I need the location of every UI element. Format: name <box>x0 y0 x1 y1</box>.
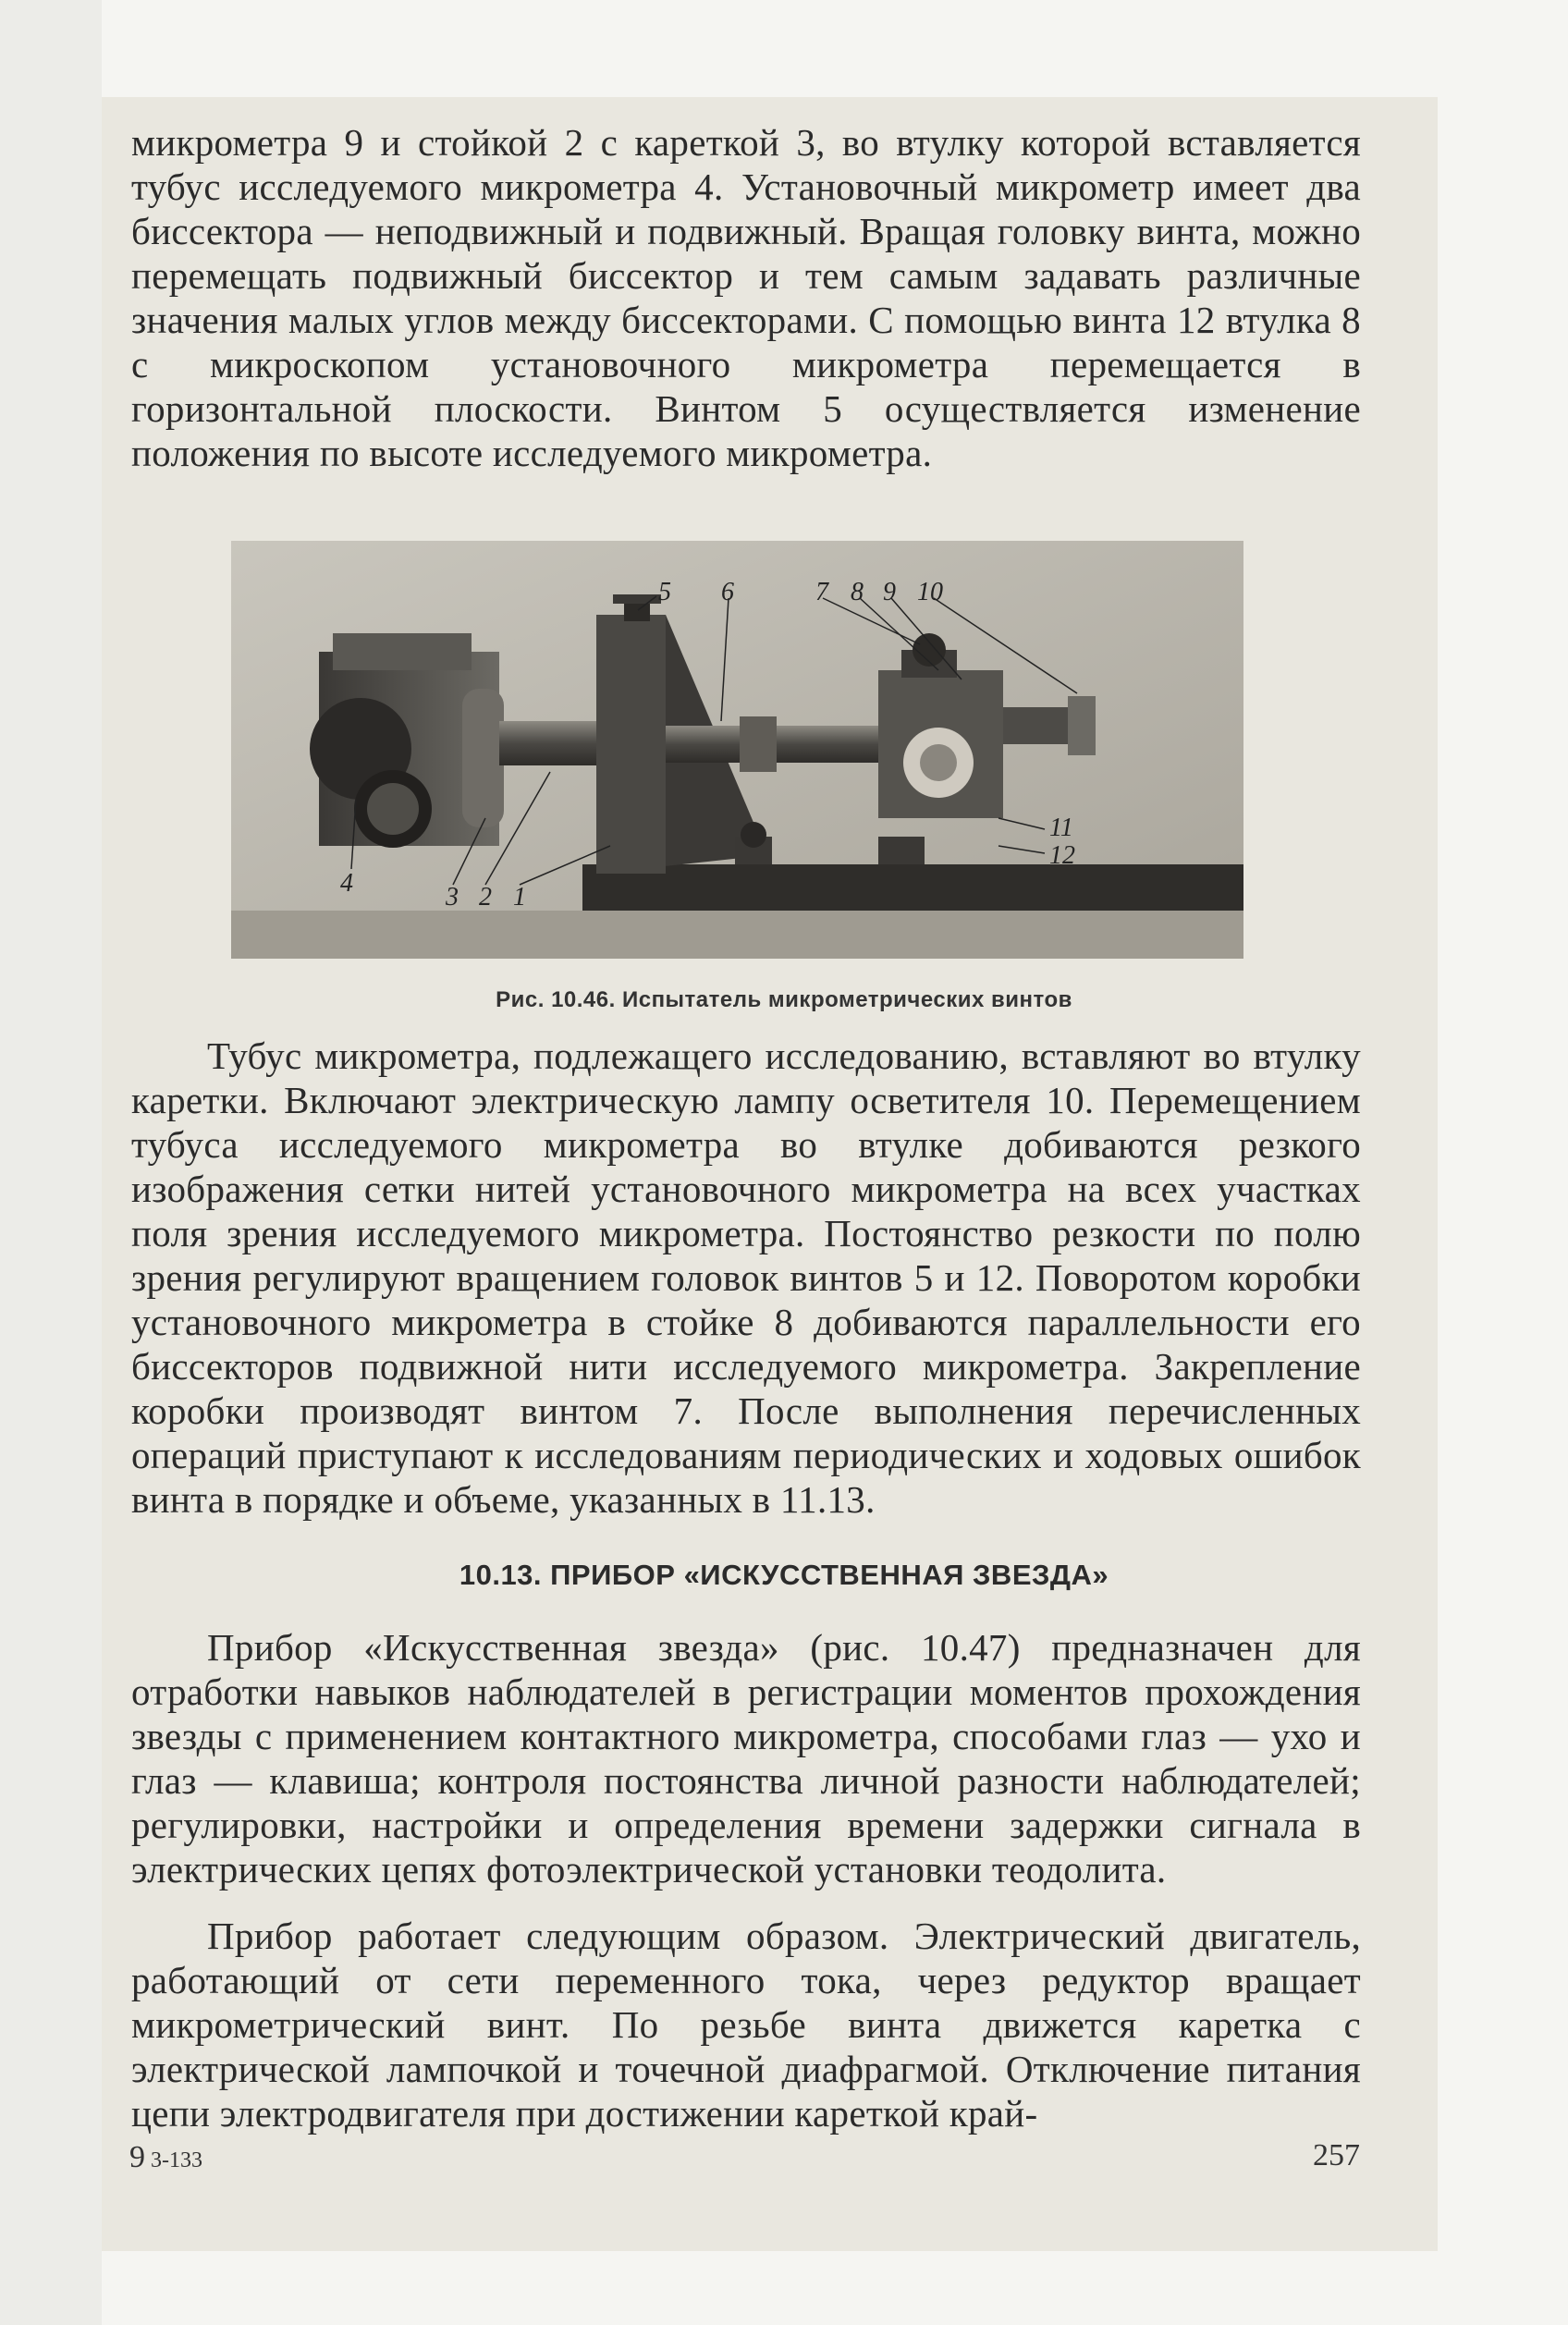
signature-code: 3-133 <box>151 2148 202 2172</box>
figure-label-9: 9 <box>883 578 896 606</box>
scan-margin <box>0 0 102 2325</box>
figure-label-7: 7 <box>815 578 828 606</box>
paragraph-intro: микрометра 9 и стойкой 2 с кареткой 3, во втулку которой вставляется тубус исследуемого микрометра 4. Установочный микрометр имеет два биссектора — неподвижный и подвижный. Вращая головку винта, можно перемещать подвижный биссектор и тем самым задавать различные значения малых углов между биссекторами. С помощью винта 12 втулка 8 с микроскопом установочного микрометра перемещается в горизонтальной плоскости. Винтом 5 осуществляется изменение положения по высоте исследуемого микрометра. <box>131 121 1361 474</box>
figure-label-11: 11 <box>1049 814 1073 842</box>
signature-number: 9 <box>129 2140 145 2174</box>
signature-mark <box>129 2140 202 2175</box>
figure-label-2: 2 <box>479 883 492 912</box>
paragraph-works: Прибор работает следующим образом. Электрический двигатель, работающий от сети переменного тока, через редуктор вращает микрометрический винт. По резьбе винта движется каретка с электрической лампочкой и точечной диафрагмой. Отключение питания цепи электродвигателя при достижении кареткой край- <box>131 1915 1361 2135</box>
figure-caption: Рис. 10.46. Испытатель микрометрических винтов <box>496 987 1072 1012</box>
figure-label-10: 10 <box>917 578 943 606</box>
figure-label-5: 5 <box>658 578 671 606</box>
figure-label-6: 6 <box>721 578 734 606</box>
figure-label-4: 4 <box>340 869 353 898</box>
figure-label-3: 3 <box>446 883 459 912</box>
micrometer-tester-photo <box>231 541 1243 959</box>
figure-label-12: 12 <box>1049 841 1075 870</box>
page-number: 257 <box>1313 2138 1360 2172</box>
figure-label-8: 8 <box>851 578 864 606</box>
figure-micrometer-tester <box>231 541 1243 959</box>
figure-label-1: 1 <box>513 883 526 912</box>
section-heading: 10.13. ПРИБОР «ИСКУССТВЕННАЯ ЗВЕЗДА» <box>459 1559 1109 1591</box>
paragraph-pribor: Прибор «Искусственная звезда» (рис. 10.47) предназначен для отработки навыков наблюдателей в регистрации моментов прохождения звезды с применением контактного микрометра, способами глаз — ухо и глаз — клавиша; контроля постоянства личной разности наблюдателей; регулировки, настройки и определения времени задержки сигнала в электрических цепях фотоэлектрической установки теодолита. <box>131 1626 1361 1891</box>
paragraph-tubus: Тубус микрометра, подлежащего исследованию, вставляют во втулку каретки. Включают электрическую лампу осветителя 10. Перемещением тубуса исследуемого микрометра во втулке добиваются резкого изображения сетки нитей установочного микрометра на всех участках поля зрения исследуемого микрометра. Постоянство резкости по полю зрения регулируют вращением головок винтов 5 и 12. Поворотом коробки установочного микрометра в стойке 8 добиваются параллельности его биссекторов подвижной нити исследуемого микрометра. Закрепление коробки производят винтом 7. После выполнения перечисленных операций приступают к исследованиям периодических и ходовых ошибок винта в порядке и объеме, указанных в 11.13. <box>131 1034 1361 1521</box>
